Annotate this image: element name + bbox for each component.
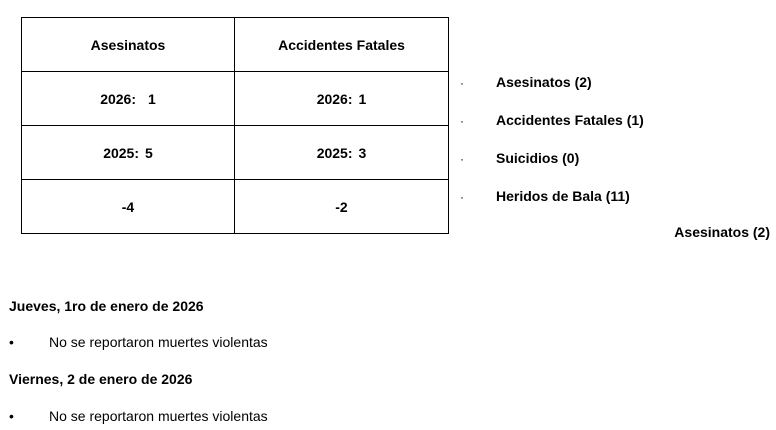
section-label: Asesinatos (2)	[674, 224, 770, 240]
day-item-text: No se reportaron muertes violentas	[49, 334, 268, 350]
day-heading: Viernes, 2 de enero de 2026	[9, 371, 193, 387]
cell-year: 2026:	[100, 90, 136, 107]
table-row	[22, 180, 449, 234]
table-cell	[235, 72, 449, 126]
list-item	[460, 72, 760, 110]
cell-value: 5	[145, 144, 153, 161]
day-heading: Jueves, 1ro de enero de 2026	[9, 298, 204, 314]
cell-value: 3	[358, 144, 367, 161]
table-header-cell	[22, 18, 235, 72]
cell-year: 2026:	[316, 90, 353, 107]
day-list-item	[9, 334, 268, 350]
bullet-icon: ·	[460, 76, 464, 90]
list-item-label: Accidentes Fatales (1)	[496, 112, 644, 128]
table-row	[22, 72, 449, 126]
list-item	[460, 186, 760, 224]
table-header-row	[22, 18, 449, 72]
table-cell	[235, 180, 449, 234]
table-cell	[235, 126, 449, 180]
table-cell	[22, 126, 235, 180]
bullet-icon: ·	[460, 152, 464, 166]
list-item-label: Suicidios (0)	[496, 150, 580, 166]
table-row	[22, 126, 449, 180]
cell-value: -4	[121, 198, 135, 215]
summary-list	[460, 72, 760, 224]
cell-value: 1	[358, 90, 367, 107]
comparison-table	[21, 17, 449, 234]
day-item-text: No se reportaron muertes violentas	[49, 408, 268, 424]
cell-value: 1	[148, 90, 156, 107]
table-cell	[22, 180, 235, 234]
list-item-label: Asesinatos (2)	[496, 74, 592, 90]
header-accidentes: Accidentes Fatales	[278, 36, 405, 53]
list-item-label: Heridos de Bala (11)	[496, 188, 630, 204]
list-item	[460, 110, 760, 148]
bullet-icon: •	[9, 334, 14, 350]
bullet-icon: ·	[460, 190, 464, 204]
header-asesinatos: Asesinatos	[90, 36, 166, 53]
cell-year: 2025:	[103, 144, 139, 161]
cell-value: -2	[335, 198, 348, 215]
bullet-icon: •	[9, 408, 14, 424]
table-header-cell	[235, 18, 449, 72]
bullet-icon: ·	[460, 114, 464, 128]
table-cell	[22, 72, 235, 126]
day-list-item	[9, 408, 268, 424]
cell-year: 2025:	[316, 144, 353, 161]
list-item	[460, 148, 760, 186]
